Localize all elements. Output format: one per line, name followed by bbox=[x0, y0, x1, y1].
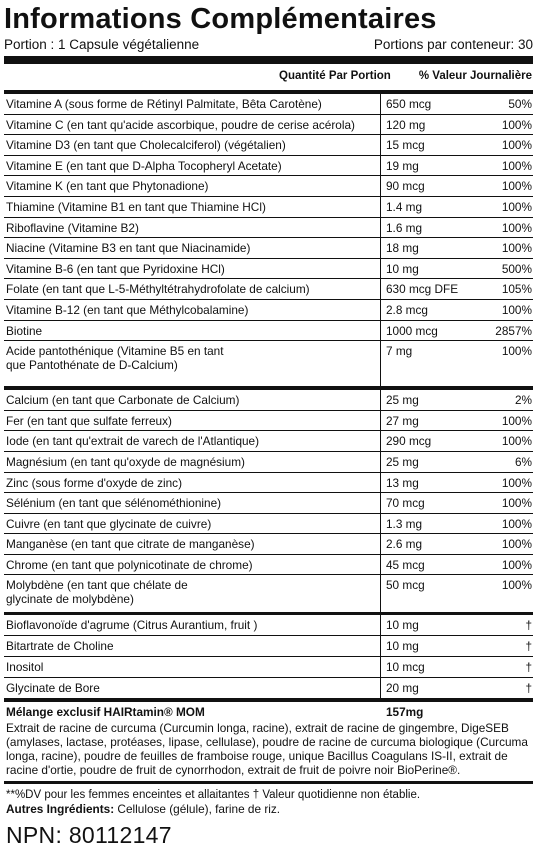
nutrient-name: Biotine bbox=[6, 323, 43, 338]
nutrient-amount: 15 mcg bbox=[386, 138, 425, 153]
nutrient-row bbox=[4, 615, 533, 636]
blend-name: Mélange exclusif HAIRtamin® MOM bbox=[6, 704, 205, 719]
column-divider bbox=[380, 555, 381, 575]
nutrient-daily-value: 100% bbox=[501, 557, 532, 572]
nutrient-amount: 650 mcg bbox=[386, 97, 432, 111]
column-divider bbox=[380, 115, 381, 135]
nutrient-name: Sélénium (en tant que sélénométhionine) bbox=[6, 496, 222, 511]
column-divider bbox=[380, 493, 381, 513]
nutrient-amount: 10 mg bbox=[386, 618, 419, 633]
nutrient-row bbox=[4, 411, 533, 432]
nutrient-daily-value: 105% bbox=[501, 282, 532, 297]
nutrient-amount: 1000 mcg bbox=[386, 323, 438, 338]
nutrient-daily-value: 100% bbox=[501, 496, 532, 511]
nutrient-daily-value: 100% bbox=[501, 138, 532, 153]
nutrient-daily-value: 100% bbox=[501, 413, 532, 428]
nutrient-row bbox=[4, 514, 533, 535]
nutrient-name: Acide pantothénique (Vitamine B5 en tant que Pantothénate de D-Calcium) bbox=[6, 344, 224, 373]
nutrient-row bbox=[4, 452, 533, 473]
nutrient-row bbox=[4, 534, 533, 555]
nutrient-amount: 2.8 mcg bbox=[386, 302, 428, 317]
column-divider bbox=[380, 514, 381, 534]
nutrient-daily-value: † bbox=[525, 639, 532, 654]
nutrient-name: Bioflavonoïde d'agrume (Citrus Aurantium, fruit ) bbox=[6, 618, 258, 633]
column-divider bbox=[380, 156, 381, 176]
nutrient-daily-value: 100% bbox=[501, 117, 532, 132]
nutrient-name: Glycinate de Bore bbox=[6, 680, 100, 695]
nutrient-name: Bitartrate de Choline bbox=[6, 639, 114, 654]
minerals-section bbox=[4, 387, 533, 613]
nutrient-row bbox=[4, 238, 533, 259]
column-divider bbox=[380, 411, 381, 431]
nutrient-name: Zinc (sous forme d'oxyde de zinc) bbox=[6, 475, 182, 490]
column-divider bbox=[380, 341, 381, 386]
panel-title: Informations Complémentaires bbox=[4, 3, 437, 35]
other-ingredients-value: Cellulose (gélule), farine de riz. bbox=[114, 802, 281, 817]
column-divider bbox=[380, 259, 381, 279]
nutrient-row bbox=[4, 473, 533, 494]
nutrient-amount: 20 mg bbox=[386, 680, 419, 695]
nutrient-amount: 70 mcg bbox=[386, 496, 425, 511]
nutrient-daily-value: 100% bbox=[501, 434, 532, 449]
nutrient-daily-value: 100% bbox=[501, 344, 532, 359]
nutrient-name: Folate (en tant que L-5-Méthyltétrahydrofolate de calcium) bbox=[6, 282, 310, 297]
nutrient-amount: 2.6 mg bbox=[386, 537, 423, 552]
nutrient-daily-value: 100% bbox=[501, 516, 532, 531]
nutrient-row bbox=[4, 300, 533, 321]
nutrient-row bbox=[4, 218, 533, 239]
nutrient-daily-value: † bbox=[525, 618, 532, 633]
column-divider bbox=[380, 657, 381, 677]
nutrient-row bbox=[4, 176, 533, 197]
other-ingredients-label: Autres Ingrédients: bbox=[6, 802, 115, 817]
nutrient-name: Vitamine K (en tant que Phytonadione) bbox=[6, 179, 209, 194]
nutrient-daily-value: 6% bbox=[514, 454, 532, 469]
column-divider bbox=[380, 176, 381, 196]
nutrient-name: Manganèse (en tant que citrate de manganèse) bbox=[6, 537, 255, 552]
servings-per-container: Portions par conteneur: 30 bbox=[373, 37, 533, 52]
nutrient-daily-value: 100% bbox=[501, 241, 532, 256]
nutrient-amount: 90 mcg bbox=[386, 179, 425, 194]
nutrient-daily-value: 100% bbox=[501, 578, 532, 593]
supplement-facts-panel bbox=[4, 0, 533, 849]
column-divider bbox=[380, 678, 381, 698]
nutrient-amount: 10 mcg bbox=[386, 660, 425, 675]
column-divider bbox=[380, 94, 381, 114]
nutrient-daily-value: 50% bbox=[508, 97, 532, 111]
nutrient-row bbox=[4, 341, 533, 387]
blend-description: Extrait de racine de curcuma (Curcumin longa, racine), extrait de racine de gingembre, DigeSEB (amylases, lactase, protéases, lipase, cellulase), poudre de racine de curcuma biologique (Curcuma longa, racine), poudre de feuilles de framboise rouge, unique Bacillus Coagulans IS-II, extrait de racine d'ortie, poudre de fruit de cynorrhodon, extrait de fruit de poivre noir BioPerine®. bbox=[6, 720, 528, 778]
nutrient-row bbox=[4, 94, 533, 115]
column-divider bbox=[380, 390, 381, 410]
column-divider bbox=[380, 300, 381, 320]
column-divider bbox=[380, 452, 381, 472]
other-ingredients bbox=[4, 802, 533, 817]
nutrient-daily-value: 100% bbox=[501, 158, 532, 173]
nutrient-daily-value: 100% bbox=[501, 475, 532, 490]
footnote: **%DV pour les femmes enceintes et allaitantes † Valeur quotidienne non établie. bbox=[6, 789, 421, 802]
nutrient-name: Vitamine C (en tant qu'acide ascorbique, poudre de cerise acérola) bbox=[6, 117, 355, 132]
column-divider bbox=[380, 575, 381, 612]
nutrient-row bbox=[4, 115, 533, 136]
nutrient-row bbox=[4, 259, 533, 280]
column-divider bbox=[380, 431, 381, 451]
thick-divider bbox=[4, 56, 533, 64]
nutrient-row bbox=[4, 431, 533, 452]
nutrient-daily-value: 2857% bbox=[495, 323, 532, 338]
nutrient-row bbox=[4, 156, 533, 177]
column-divider bbox=[380, 615, 381, 635]
nutrient-name: Molybdène (en tant que chélate de glycinate de molybdène) bbox=[6, 578, 188, 607]
nutrient-amount: 290 mcg bbox=[386, 434, 432, 449]
daily-value-header: % Valeur Journalière bbox=[418, 70, 532, 82]
column-divider bbox=[380, 218, 381, 238]
nutrient-name: Vitamine B-6 (en tant que Pyridoxine HCl) bbox=[6, 261, 225, 276]
nutrient-amount: 13 mg bbox=[386, 475, 419, 490]
nutrient-name: Riboflavine (Vitamine B2) bbox=[6, 220, 139, 235]
nutrient-name: Niacine (Vitamine B3 en tant que Niacinamide) bbox=[6, 241, 251, 256]
nutrient-daily-value: 2% bbox=[514, 393, 532, 408]
nutrient-amount: 7 mg bbox=[386, 344, 413, 359]
nutrient-row bbox=[4, 657, 533, 678]
nutrient-row bbox=[4, 493, 533, 514]
nutrient-amount: 25 mg bbox=[386, 393, 419, 408]
nutrient-row bbox=[4, 636, 533, 657]
nutrient-amount: 1.6 mg bbox=[386, 220, 423, 235]
npn-number: NPN: 80112147 bbox=[6, 822, 172, 849]
nutrient-amount: 10 mg bbox=[386, 261, 419, 276]
nutrient-daily-value: 100% bbox=[501, 302, 532, 317]
nutrient-daily-value: 500% bbox=[501, 261, 532, 276]
nutrient-amount: 25 mg bbox=[386, 454, 419, 469]
nutrient-name: Cuivre (en tant que glycinate de cuivre) bbox=[6, 516, 212, 531]
blend-amount: 157mg bbox=[386, 704, 424, 719]
nutrient-daily-value: † bbox=[525, 680, 532, 695]
vitamins-section bbox=[4, 94, 533, 387]
column-divider bbox=[380, 534, 381, 554]
column-headers bbox=[4, 64, 533, 90]
nutrient-amount: 45 mcg bbox=[386, 557, 425, 572]
nutrient-name: Vitamine D3 (en tant que Cholecalciferol) (végétalien) bbox=[6, 138, 286, 153]
others-section bbox=[4, 612, 533, 698]
serving-info bbox=[4, 37, 533, 53]
blend-header bbox=[4, 702, 533, 720]
nutrient-name: Calcium (en tant que Carbonate de Calcium) bbox=[6, 393, 240, 408]
nutrient-amount: 50 mcg bbox=[386, 578, 425, 593]
nutrient-daily-value: 100% bbox=[501, 220, 532, 235]
nutrient-name: Fer (en tant que sulfate ferreux) bbox=[6, 413, 172, 428]
column-divider bbox=[380, 135, 381, 155]
nutrient-daily-value: 100% bbox=[501, 537, 532, 552]
nutrient-row bbox=[4, 321, 533, 342]
nutrient-name: Thiamine (Vitamine B1 en tant que Thiamine HCl) bbox=[6, 199, 266, 214]
nutrient-name: Vitamine A (sous forme de Rétinyl Palmitate, Bêta Carotène) bbox=[6, 97, 322, 111]
column-divider bbox=[380, 473, 381, 493]
nutrient-row bbox=[4, 197, 533, 218]
nutrient-amount: 18 mg bbox=[386, 241, 419, 256]
nutrient-daily-value: † bbox=[525, 660, 532, 675]
nutrient-amount: 1.3 mg bbox=[386, 516, 423, 531]
nutrient-name: Iode (en tant qu'extrait de varech de l'Atlantique) bbox=[6, 434, 260, 449]
nutrient-amount: 19 mg bbox=[386, 158, 419, 173]
nutrient-daily-value: 100% bbox=[501, 179, 532, 194]
nutrient-row bbox=[4, 135, 533, 156]
nutrient-daily-value: 100% bbox=[501, 199, 532, 214]
serving-size: Portion : 1 Capsule végétalienne bbox=[4, 37, 200, 52]
column-divider bbox=[380, 636, 381, 656]
nutrient-row bbox=[4, 279, 533, 300]
nutrient-amount: 1.4 mg bbox=[386, 199, 423, 214]
column-divider bbox=[380, 321, 381, 341]
nutrient-name: Vitamine E (en tant que D-Alpha Tocopheryl Acetate) bbox=[6, 158, 282, 173]
nutrient-name: Inositol bbox=[6, 660, 44, 675]
nutrient-name: Chrome (en tant que polynicotinate de chrome) bbox=[6, 557, 253, 572]
column-divider bbox=[380, 197, 381, 217]
nutrient-row bbox=[4, 678, 533, 699]
nutrient-name: Vitamine B-12 (en tant que Méthylcobalamine) bbox=[6, 302, 249, 317]
nutrient-amount: 120 mg bbox=[386, 117, 426, 132]
nutrient-name: Magnésium (en tant qu'oxyde de magnésium) bbox=[6, 454, 245, 469]
nutrient-amount: 630 mcg DFE bbox=[386, 282, 459, 297]
nutrient-row bbox=[4, 555, 533, 576]
nutrient-amount: 10 mg bbox=[386, 639, 419, 654]
column-divider bbox=[380, 279, 381, 299]
nutrient-row bbox=[4, 575, 533, 613]
nutrient-row bbox=[4, 390, 533, 411]
column-divider bbox=[380, 238, 381, 258]
nutrient-amount: 27 mg bbox=[386, 413, 419, 428]
amount-header: Quantité Par Portion bbox=[279, 70, 391, 82]
